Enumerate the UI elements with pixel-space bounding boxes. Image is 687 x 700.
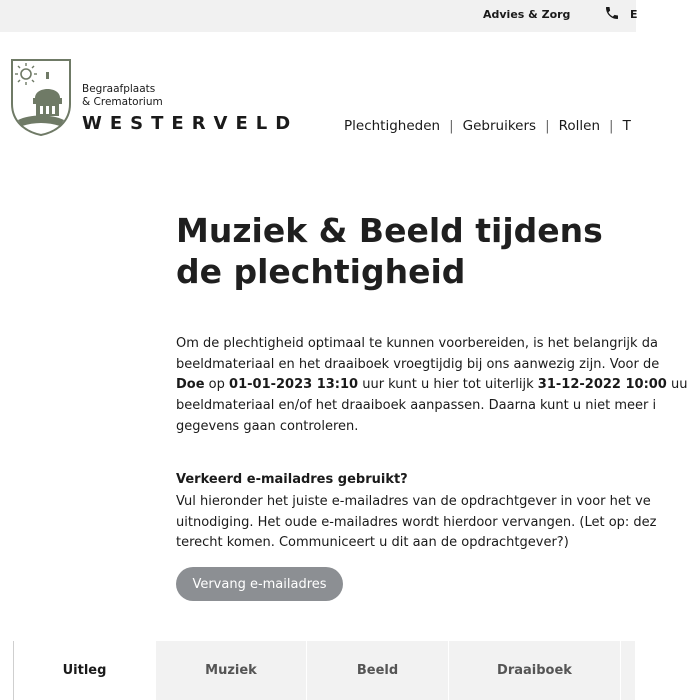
wrong-email-line-2: uitnodiging. Het oude e-mailadres wordt hierdoor vervangen. (Let op: dez xyxy=(176,514,657,530)
replace-email-button[interactable]: Vervang e-mailadres xyxy=(176,567,343,601)
intro-line-3 xyxy=(176,375,687,396)
intro-op: op xyxy=(204,377,230,393)
tab-draaiboek[interactable]: Draaiboek xyxy=(449,641,621,700)
brand-line-2: & Crematorium xyxy=(82,96,163,108)
tab-muziek[interactable]: Muziek xyxy=(156,641,307,700)
nav-separator: | xyxy=(545,118,550,134)
intro-tail: uu xyxy=(666,377,687,393)
tab-beeld[interactable]: Beeld xyxy=(307,641,449,700)
tab-bar xyxy=(13,641,636,700)
page-title: Muziek & Beeld tijdens de plechtigheid xyxy=(176,211,603,291)
wrong-email-line-1: Vul hieronder het juiste e-mailadres van de opdrachtgever in voor het ve xyxy=(176,494,651,509)
brand-name[interactable]: WESTERVELD xyxy=(82,113,299,134)
deceased-name: Doe xyxy=(176,377,205,393)
westerveld-logo-emblem[interactable] xyxy=(10,58,72,136)
brand-subtitle xyxy=(82,83,163,109)
intro-line-2: beeldmateriaal en het draaiboek vroegtijdig bij ons aanwezig zijn. Voor de xyxy=(176,356,660,372)
phone-icon[interactable] xyxy=(604,5,620,21)
advies-zorg-link[interactable]: Advies & Zorg xyxy=(483,8,571,21)
intro-line-4: beeldmateriaal en/of het draaiboek aanpassen. Daarna kunt u niet meer i xyxy=(176,398,657,414)
ceremony-datetime: 01-01-2023 13:10 xyxy=(229,377,359,393)
intro-mid: uur kunt u hier tot uiterlijk xyxy=(358,377,538,393)
main-nav xyxy=(344,118,631,134)
top-utility-bar xyxy=(0,0,636,32)
nav-item-plechtigheden[interactable]: Plechtigheden xyxy=(344,118,441,134)
tab-uitleg[interactable]: Uitleg xyxy=(13,641,156,700)
nav-item-truncated[interactable]: T xyxy=(622,118,631,134)
intro-line-5: gegevens gaan controleren. xyxy=(176,418,359,434)
brand-line-1: Begraafplaats xyxy=(82,83,156,95)
nav-separator: | xyxy=(449,118,454,134)
wrong-email-body xyxy=(176,492,657,554)
nav-item-gebruikers[interactable]: Gebruikers xyxy=(462,118,537,134)
tab-overflow[interactable] xyxy=(621,641,636,700)
phone-number-text[interactable]: E xyxy=(630,8,638,21)
nav-item-rollen[interactable]: Rollen xyxy=(558,118,601,134)
intro-paragraph xyxy=(176,334,687,438)
intro-line-1: Om de plechtigheid optimaal te kunnen voorbereiden, is het belangrijk da xyxy=(176,336,658,351)
wrong-email-line-3: terecht komen. Communiceert u dit aan de opdrachtgever?) xyxy=(176,535,569,551)
deadline-datetime: 31-12-2022 10:00 xyxy=(537,377,667,393)
wrong-email-heading: Verkeerd e-mailadres gebruikt? xyxy=(176,472,408,487)
nav-separator: | xyxy=(609,118,614,134)
